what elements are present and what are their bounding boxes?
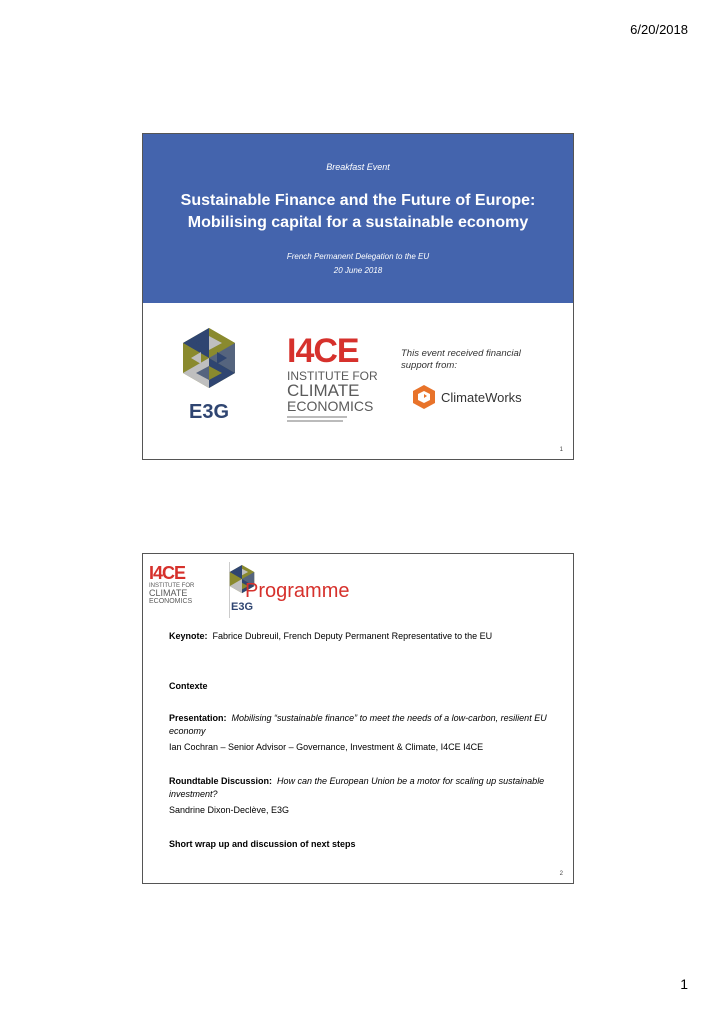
- i4ce-line-1: INSTITUTE FOR: [287, 369, 378, 383]
- slide-number: 2: [559, 871, 563, 877]
- presentation-speaker: Ian Cochran – Senior Advisor – Governance, Investment & Climate, I4CE I4CE: [169, 742, 484, 752]
- event-date: 20 June 2018: [333, 266, 383, 275]
- page-date: 6/20/2018: [630, 22, 688, 37]
- i4ce-line-2: CLIMATE: [149, 588, 188, 598]
- slide-title: Programme: [245, 580, 350, 602]
- keynote-label: Keynote:: [169, 631, 208, 641]
- agenda-keynote: [169, 630, 559, 643]
- wrapup-label: Short wrap up and discussion of next steps: [169, 839, 356, 849]
- i4ce-line-1: INSTITUTE FOR: [149, 583, 195, 589]
- i4ce-wordmark: I4CE: [149, 563, 186, 583]
- title-line-2: Mobilising capital for a sustainable economy: [187, 214, 529, 231]
- i4ce-line-3: ECONOMICS: [287, 398, 374, 414]
- title-line-1: Sustainable Finance and the Future of Europe:: [180, 192, 536, 209]
- roundtable-speaker: Sandrine Dixon-Declève, E3G: [169, 805, 290, 815]
- climateworks-name: ClimateWorks: [441, 389, 522, 405]
- slide-number: 1: [559, 447, 563, 453]
- i4ce-line-2: CLIMATE: [287, 381, 360, 400]
- support-note: [401, 348, 561, 372]
- roundtable-topic: How can the European Union be a motor for scaling up sustainable investment?: [169, 776, 545, 799]
- support-line-1: This event received financial: [401, 348, 521, 359]
- climateworks-logo: [411, 384, 522, 410]
- presentation-label: Presentation:: [169, 713, 227, 723]
- e3g-logo-text: E3G: [230, 601, 253, 613]
- agenda-contexte: [169, 680, 559, 693]
- page-number: 1: [680, 976, 688, 992]
- title-banner: [143, 134, 573, 303]
- presentation-topic: Mobilising “sustainable finance” to meet the needs of a low-carbon, resilient EU economy: [169, 713, 547, 736]
- agenda-presentation: [169, 712, 559, 754]
- i4ce-logo: [287, 334, 378, 422]
- event-type: Breakfast Event: [326, 162, 390, 172]
- contexte-label: Contexte: [169, 681, 208, 691]
- slide-1: [142, 133, 574, 460]
- i4ce-line-3: ECONOMICS: [149, 598, 193, 605]
- event-venue: French Permanent Delegation to the EU: [286, 252, 430, 261]
- i4ce-tagline-placeholder: [287, 416, 347, 418]
- e3g-logo-text: E3G: [188, 401, 230, 423]
- support-line-2: support from:: [401, 360, 457, 371]
- climateworks-icon: [411, 384, 437, 410]
- i4ce-tagline-placeholder: [287, 420, 343, 422]
- slide-title: [143, 190, 573, 234]
- i4ce-wordmark: I4CE: [287, 332, 359, 370]
- e3g-logo: [179, 326, 239, 424]
- agenda-roundtable: [169, 775, 559, 817]
- event-venue-date: [143, 250, 573, 278]
- roundtable-label: Roundtable Discussion:: [169, 776, 273, 786]
- keynote-text: Fabrice Dubreuil, French Deputy Permanent Representative to the EU: [212, 631, 493, 641]
- agenda-wrapup: [169, 838, 559, 851]
- i4ce-logo-small: [149, 564, 194, 605]
- e3g-hexagon-icon: [179, 326, 239, 394]
- slide-2: [142, 553, 574, 884]
